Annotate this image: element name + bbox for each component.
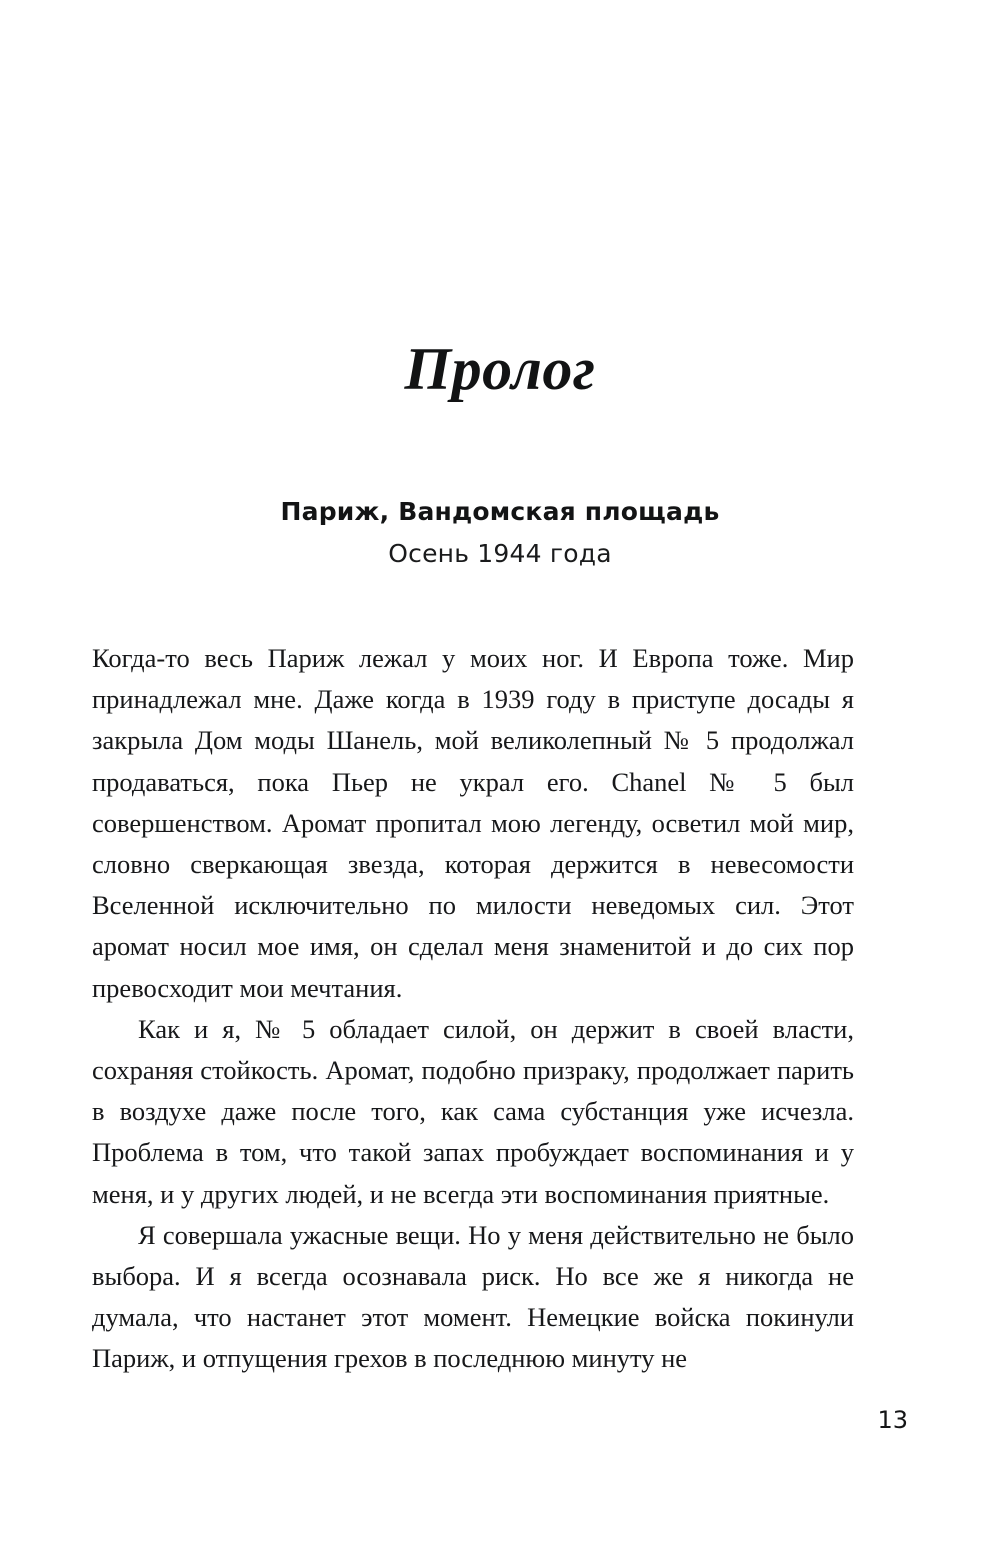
page-number: 13: [877, 1406, 908, 1434]
scene-heading: [0, 495, 1000, 571]
scene-place: Париж, Вандомская площадь: [280, 497, 720, 526]
page-title: Пролог: [404, 336, 596, 403]
paragraph: Как и я, № 5 обладает силой, он держит в своей власти, сохраняя стойкость. Аромат, подобно призраку, продолжает парить в воздухе даже после того, как сама субстанция уже исчезла. Проблема в том, что такой запах пробуждает воспоминания и у меня, и у других людей, и не всегда эти воспоминания приятные.: [92, 1013, 854, 1209]
paragraph: Когда-то весь Париж лежал у моих ног. И Европа тоже. Мир принадлежал мне. Даже когда в 1939 году в приступе досады я закрыла Дом моды Шанель, мой великолепный № 5 продолжал продаваться, пока Пьер не украл его. Chanel № 5 был совершенством. Аромат пропитал мою легенду, осветил мой мир, словно сверкающая звезда, которая держится в невесомости Вселенной исключительно по милости неведомых сил. Этот аромат носил мое имя, он сделал меня знаменитой и до сих пор превосходит мои мечтания.: [92, 643, 854, 1003]
body-text: [92, 638, 854, 1380]
scene-date: Осень 1944 года: [388, 538, 612, 568]
paragraph: Я совершала ужасные вещи. Но у меня действительно не было выбора. И я всегда осознавала риск. Но все же я никогда не думала, что настанет этот момент. Немецкие войска покинули Париж, и отпущения грехов в последнюю минуту не: [92, 1219, 854, 1374]
